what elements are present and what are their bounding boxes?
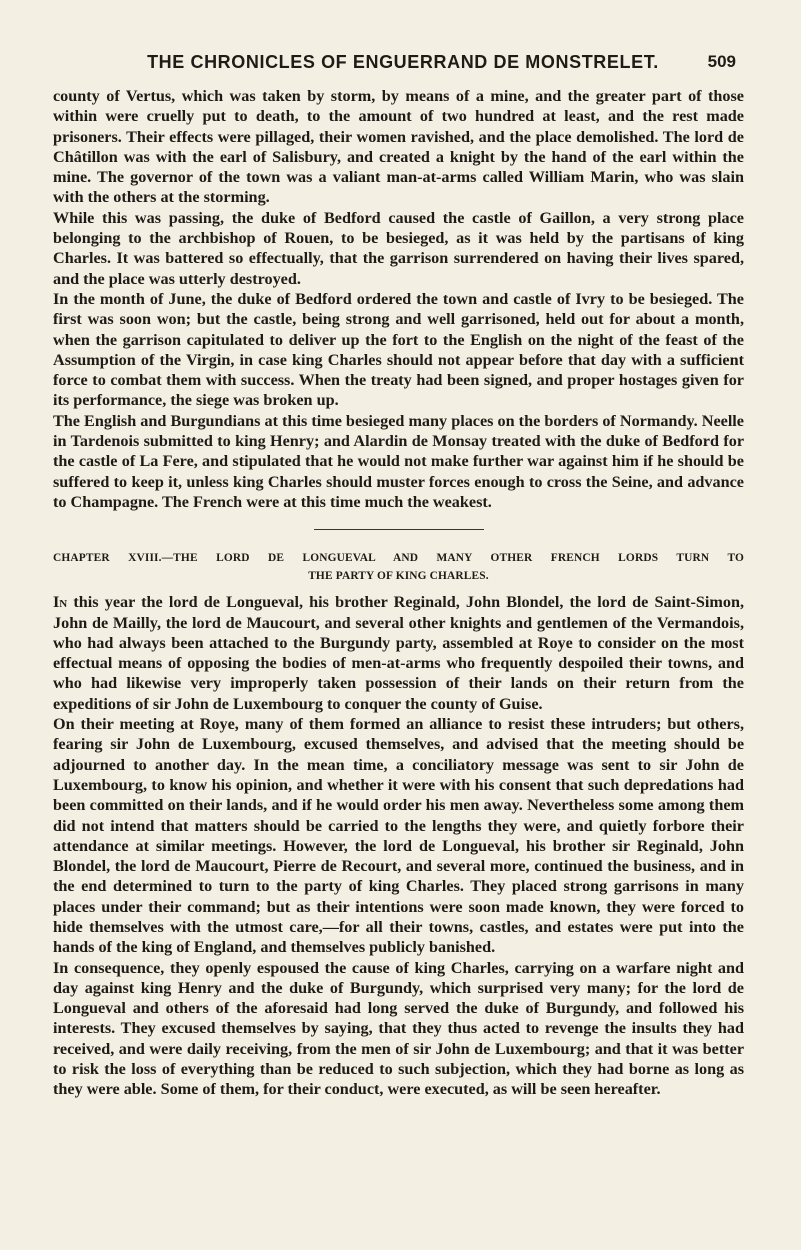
chapter-first-paragraph [53,592,744,714]
section-divider [314,529,484,530]
chapter-heading-line-2: THE PARTY OF KING CHARLES. [308,570,489,583]
chapter-first-paragraph-text: this year the lord de Longueval, his brother Reginald, John Blondel, the lord de Saint-Simon, John de Mailly, the lord de Maucourt, and several other knights and gentlemen of the Vermandois, who had always been attached to the Burgundy party, assembled at Roye to consider on the most effectual means of opposing the bodies of men-at-arms who frequently despoiled their towns, and who had likewise very improperly taken possession of their lands on their return from the expeditions of sir John de Luxembourg to conquer the county of Guise. [53,593,744,713]
paragraph: The English and Burgundians at this time besieged many places on the borders of Normandy. Neelle in Tardenois submitted to king Henry; and Alardin de Monsay treated with the duke of Bedford for the castle of La Fere, and stipulated that he would not make further war against him if he should be suffered to keep it, unless king Charles should muster forces enough to cross the Seine, and advance to Champagne. The French were at this time much the weakest. [53,411,744,511]
paragraph: county of Vertus, which was taken by storm, by means of a mine, and the greater part of those within were cruelly put to death, to the amount of two hundred at least, and the rest made prisoners. Their effects were pillaged, their women ravished, and the place demolished. The lord de Châtillon was with the earl of Salisbury, and created a knight by the hand of the earl within the mine. The governor of the town was a valiant man-at-arms called William Marin, who was slain with the others at the storming. [53,87,744,207]
paragraph: On their meeting at Roye, many of them formed an alliance to resist these intruders; but others, fearing sir John de Luxembourg, excused themselves, and advised that the meeting should be adjourned to another day. In the mean time, a conciliatory message was sent to sir John de Luxembourg, to know his opinion, and whether it were with his consent that such depredations had been committed on their lands, and if he would order his men away. Nevertheless some among them did not intend that matters should be carried to the lengths they were, and quietly forbore their attendance at similar meetings. However, the lord de Longueval, his brother sir Reginald, John Blondel, the lord de Maucourt, Pierre de Recourt, and several more, continued the business, and in the end determined to turn to the party of king Charles. They placed strong garrisons in many places under their command; but as their intentions were soon made known, they were forced to hide themselves with the utmost care,—for all their towns, castles, and estates were put into the hands of the king of England, and themselves publicly banished. [53,715,744,957]
chapter-opening-word: In [53,593,68,612]
paragraph: In consequence, they openly espoused the cause of king Charles, carrying on a warfare night and day against king Henry and the duke of Burgundy, which surprised very many; for the lord de Longueval and others of the aforesaid had long served the duke of Burgundy, and followed his interests. They excused themselves by saying, that they thus acted to revenge the insults they had received, and were daily receiving, from the men of sir John de Luxembourg; and that it was better to risk the loss of everything than be reduced to such subjection, which they had borne as long as they were able. Some of them, for their conduct, were executed, as will be seen hereafter. [53,958,744,1099]
body-text [53,86,744,1100]
running-title: THE CHRONICLES OF ENGUERRAND DE MONSTRELET. [147,52,659,72]
paragraph: While this was passing, the duke of Bedford caused the castle of Gaillon, a very strong place belonging to the archbishop of Rouen, to be besieged, as it was held by the partisans of king Charles. It was battered so effectually, that the garrison surrendered on having their lives spared, and the place was utterly destroyed. [53,208,744,288]
chapter-heading [53,549,744,585]
page-number: 509 [707,52,736,71]
running-head [70,52,736,78]
paragraph: In the month of June, the duke of Bedford ordered the town and castle of Ivry to be besieged. The first was soon won; but the castle, being strong and well garrisoned, held out for about a month, when the garrison capitulated to deliver up the fort to the English on the night of the feast of the Assumption of the Virgin, in case king Charles should not appear before that day with a sufficient force to combat them with success. When the treaty had been signed, and proper hostages given for its performance, the siege was broken up. [53,289,744,410]
chapter-heading-line-1: CHAPTER XVIII.—THE LORD DE LONGUEVAL AND MANY OTHER FRENCH LORDS TURN TO [53,552,744,565]
